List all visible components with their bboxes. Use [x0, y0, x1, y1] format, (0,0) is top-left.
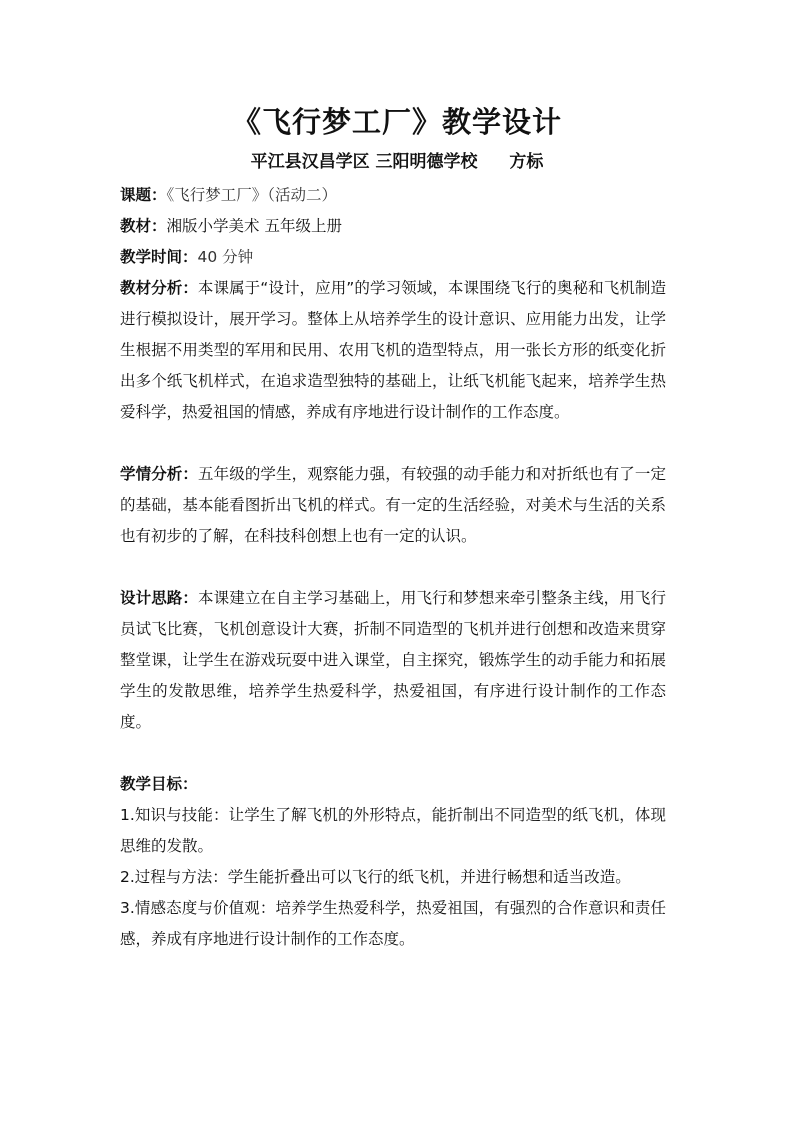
section-student-analysis-text: 五年级的学生，观察能力强，有较强的动手能力和对折纸也有了一定的基础，基本能看图折出飞机的样式。有一定的生活经验，对美术与生活的关系也有初步的了解，在科技科创想上也有一定的认识。	[120, 465, 666, 545]
field-topic-value: 《飞行梦工厂》（活动二）	[166, 186, 338, 204]
objective-item: 1.知识与技能：让学生了解飞机的外形特点，能折制出不同造型的纸飞机，体现思维的发散。	[120, 806, 666, 855]
section-design-idea-text: 本课建立在自主学习基础上，用飞行和梦想来牵引整条主线，用飞行员试飞比赛，飞机创意设计大赛，折制不同造型的飞机并进行创想和改造来贯穿整堂课，让学生在游戏玩耍中进入课堂，自主探究，锻炼学生的动手能力和拓展学生的发散思维，培养学生热爱科学，热爱祖国，有序进行设计制作的工作态度。	[120, 589, 666, 731]
field-duration-label: 教学时间：	[120, 248, 198, 266]
author-teacher: 方标	[509, 152, 544, 172]
field-textbook-label: 教材：	[120, 217, 167, 235]
section-objectives-label: 教学目标：	[120, 775, 198, 793]
blank-line	[120, 552, 666, 583]
document-title: 《飞行梦工厂》教学设计	[231, 105, 562, 139]
field-duration-value: 40 分钟	[197, 248, 254, 266]
blank-line	[120, 428, 666, 459]
author-line	[0, 147, 794, 172]
section-design-idea-label: 设计思路：	[120, 589, 199, 607]
objective-item: 2.过程与方法：学生能折叠出可以飞行的纸飞机，并进行畅想和适当改造。	[120, 868, 631, 886]
section-objectives-heading	[120, 769, 666, 800]
section-material-analysis	[120, 273, 666, 428]
blank-line	[120, 738, 666, 769]
field-topic	[120, 180, 666, 211]
section-student-analysis-label: 学情分析：	[120, 465, 199, 483]
field-duration	[120, 242, 666, 273]
section-material-analysis-text: 本课属于“设计，应用”的学习领域，本课围绕飞行的奥秘和飞机制造进行模拟设计，展开学习。整体上从培养学生的设计意识、应用能力出发，让学生根据不用类型的军用和民用、农用飞机的造型特点，用一张长方形的纸变化折出多个纸飞机样式，在追求造型独特的基础上，让纸飞机能飞起来，培养学生热爱科学，热爱祖国的情感，养成有序地进行设计制作的工作态度。	[120, 279, 666, 421]
author-school: 三阳明德学校	[375, 152, 478, 172]
document-body	[120, 180, 666, 955]
field-textbook	[120, 211, 666, 242]
field-textbook-value: 湘版小学美术 五年级上册	[166, 217, 342, 235]
section-student-analysis	[120, 459, 666, 552]
author-district: 平江县汉昌学区	[250, 152, 370, 172]
section-design-idea	[120, 583, 666, 738]
section-material-analysis-label: 教材分析：	[120, 279, 198, 297]
objective-item: 3.情感态度与价值观：培养学生热爱科学，热爱祖国，有强烈的合作意识和责任感，养成有序地进行设计制作的工作态度。	[120, 899, 666, 948]
field-topic-label: 课题：	[120, 186, 167, 204]
